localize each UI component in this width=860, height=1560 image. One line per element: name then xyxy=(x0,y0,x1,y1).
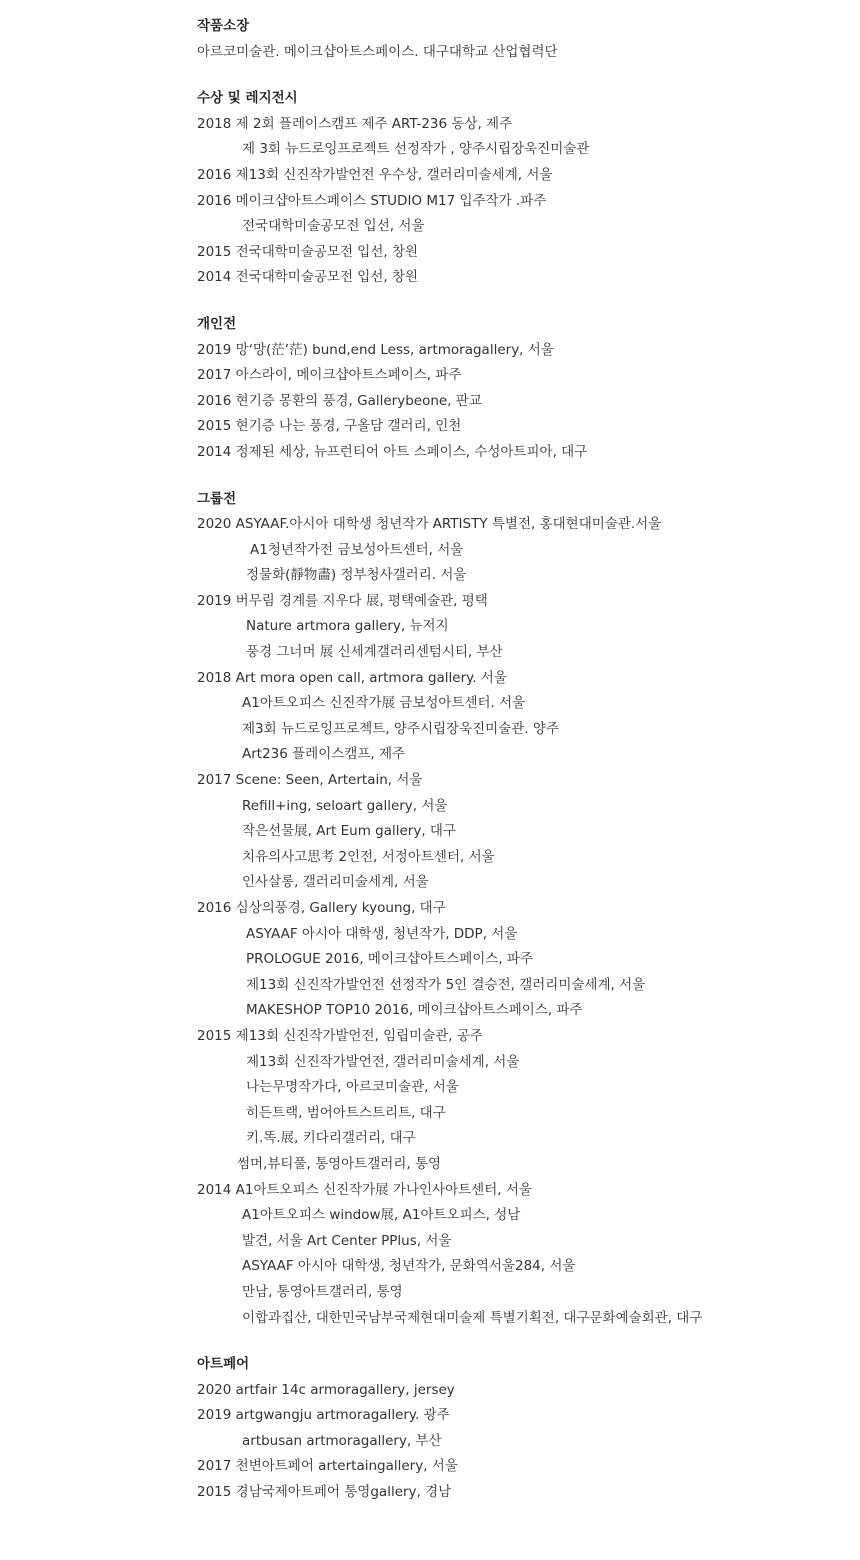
section-title-awards: 수상 및 레지전시 xyxy=(197,90,298,107)
section-title-solo: 개인전 xyxy=(197,315,237,332)
list-item: 작은선물展, Art Eum gallery, 대구 xyxy=(242,823,456,840)
list-item: 2016 심상의풍경, Gallery kyoung, 대구 xyxy=(197,900,446,916)
artfair-list xyxy=(197,1378,837,1506)
list-item: 만남, 통영아트갤러리, 통영 xyxy=(242,1283,403,1300)
section-group-exhibitions xyxy=(197,487,837,1332)
list-item: 제13회 신진작가발언전, 갤러리미술세계, 서울 xyxy=(246,1053,520,1070)
list-item: 키.똑.展, 키다리갤러리, 대구 xyxy=(246,1130,416,1147)
list-item: ASYAAF 아시아 대학생, 청년작가, DDP, 서울 xyxy=(246,925,518,942)
list-item: 정물화(靜物畵) 정부청사갤러리. 서울 xyxy=(246,567,467,584)
list-item: 풍경 그너머 展 신세계갤러리센텀시티, 부산 xyxy=(246,644,503,661)
collections-list xyxy=(197,40,837,66)
list-item: 치유의사고思考 2인전, 서정아트센터, 서울 xyxy=(242,848,495,865)
section-collections xyxy=(197,14,837,65)
list-item: A1아트오피스 신진작가展 금보성아트센터. 서울 xyxy=(242,695,526,712)
list-item: 2015 전국대학미술공모전 입선, 창원 xyxy=(197,243,419,260)
list-item: PROLOGUE 2016, 메이크샵아트스페이스, 파주 xyxy=(246,951,533,968)
list-item: Refill+ing, seloart gallery, 서울 xyxy=(242,797,448,814)
solo-list xyxy=(197,338,837,466)
list-item: MAKESHOP TOP10 2016, 메이크샵아트스페이스, 파주 xyxy=(246,1002,583,1019)
list-item: artbusan artmoragallery, 부산 xyxy=(242,1432,442,1449)
list-item: 썸머,뷰티풀, 통영아트갤러리, 통영 xyxy=(237,1155,442,1172)
section-solo-exhibitions xyxy=(197,312,837,466)
list-item: 2015 현기증 나는 풍경, 구올담 갤러리, 인천 xyxy=(197,418,462,435)
list-item: 2014 A1아트오피스 신진작가展 가나인사아트센터, 서울 xyxy=(197,1181,532,1198)
list-item: 2017 천변아트페어 artertaingallery, 서울 xyxy=(197,1458,458,1475)
list-item: 제3회 뉴드로잉프로젝트, 양주시립장욱진미술관. 양주 xyxy=(242,720,559,737)
list-item: 이합과집산, 대한민국남부국제현대미술제 특별기획전, 대구문화예술회관, 대구 xyxy=(242,1309,703,1326)
list-item: 2015 제13회 신진작가발언전, 임립미술관, 공주 xyxy=(197,1027,483,1044)
section-title-group: 그룹전 xyxy=(197,490,237,507)
list-item: 전국대학미술공모전 입선, 서울 xyxy=(242,218,425,235)
list-item: ASYAAF 아시아 대학생, 청년작가, 문화역서울284, 서울 xyxy=(242,1258,576,1275)
list-item: 2016 제13회 신진작가발언전 우수상, 갤러리미술세계, 서울 xyxy=(197,166,553,183)
list-item: 2016 메이크샵아트스페이스 STUDIO M17 입주작가 .파주 xyxy=(197,192,547,209)
list-item: Nature artmora gallery, 뉴저지 xyxy=(246,618,449,635)
list-item: 히든트랙, 범어아트스트리트, 대구 xyxy=(246,1104,446,1121)
list-item: 2016 현기증 몽환의 풍경, Gallerybeone, 판교 xyxy=(197,392,482,409)
cv-document xyxy=(197,14,837,1506)
list-item: 제 3회 뉴드로잉프로젝트 선정작가 , 양주시립장욱진미술관 xyxy=(242,141,590,158)
list-item: 제13회 신진작가발언전 선정작가 5인 결승전, 갤러리미술세계, 서울 xyxy=(246,976,646,993)
list-item: A1아트오피스 window展, A1아트오피스, 성남 xyxy=(242,1207,521,1224)
list-item: Art236 플레이스캠프, 제주 xyxy=(242,746,406,763)
list-item: 아르코미술관. 메이크샵아트스페이스. 대구대학교 산업협력단 xyxy=(197,43,558,60)
list-item: A1청년작가전 금보성아트센터, 서울 xyxy=(250,541,464,558)
list-item: 2019 artgwangju artmoragallery. 광주 xyxy=(197,1407,450,1424)
section-art-fairs xyxy=(197,1352,837,1506)
list-item: 2019 버무림 경계를 지우다 展, 평택예술관, 평택 xyxy=(197,592,488,609)
awards-list xyxy=(197,112,837,291)
list-item: 인사살롱, 갤러리미술세계, 서울 xyxy=(242,874,429,891)
section-awards-residency xyxy=(197,86,837,291)
list-item: 발견, 서울 Art Center PPlus, 서울 xyxy=(242,1232,452,1249)
list-item: 나는무명작가다, 아르코미술관, 서울 xyxy=(246,1079,459,1096)
list-item: 2017 아스라이, 메이크샵아트스페이스, 파주 xyxy=(197,367,462,384)
group-list xyxy=(197,512,837,1331)
list-item: 2018 제 2회 플레이스캠프 제주 ART-236 동상, 제주 xyxy=(197,115,513,132)
list-item: 2015 경남국제아트페어 통영gallery, 경남 xyxy=(197,1484,452,1501)
section-title-artfair: 아트페어 xyxy=(197,1356,250,1373)
section-title-collections: 작품소장 xyxy=(197,18,250,34)
list-item: 2020 artfair 14c armoragallery, jersey xyxy=(197,1381,455,1398)
list-item: 2017 Scene: Seen, Artertain, 서울 xyxy=(197,772,423,789)
list-item: 2020 ASYAAF.아시아 대학생 청년작가 ARTISTY 특별전, 홍대현대미술관.서울 xyxy=(197,516,662,533)
list-item: 2019 망‘망(茫’茫) bund,end Less, artmoragallery, 서울 xyxy=(197,341,554,358)
list-item: 2014 정제된 세상, 뉴프런티어 아트 스페이스, 수성아트피아, 대구 xyxy=(197,443,588,460)
list-item: 2018 Art mora open call, artmora gallery. 서울 xyxy=(197,669,507,686)
list-item: 2014 전국대학미술공모전 입선, 창원 xyxy=(197,269,419,286)
